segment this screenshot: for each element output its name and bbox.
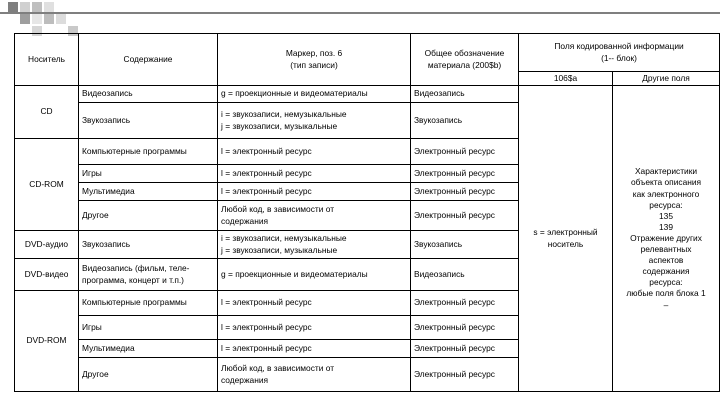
header-row <box>15 34 720 72</box>
marker-cell <box>218 103 411 139</box>
marker-line: Любой код, в зависимости от <box>221 204 335 215</box>
value-line: релевантных <box>640 244 692 255</box>
carrier-cell: CD <box>15 86 79 139</box>
marker-line: l = электронный ресурс <box>221 185 312 196</box>
value-line: как электронного <box>632 188 700 199</box>
marker-cell <box>218 340 411 358</box>
value-line: s = электронный <box>533 227 598 238</box>
content-cell: Компьютерные программы <box>79 291 218 316</box>
deco-square <box>44 14 54 24</box>
marker-line: l = электронный ресурс <box>221 145 312 156</box>
general-cell: Электронный ресурс <box>411 291 519 316</box>
value-line: аспектов <box>648 255 684 266</box>
general-cell: Электронный ресурс <box>411 201 519 231</box>
general-cell: Видеозапись <box>411 259 519 291</box>
general-cell: Звукозапись <box>411 231 519 259</box>
value-line: Характеристики <box>634 166 698 177</box>
value-line: ресурса: <box>649 199 683 210</box>
deco-square <box>32 2 42 12</box>
header-rule <box>0 12 720 14</box>
marker-cell <box>218 165 411 183</box>
header-fields <box>519 34 720 72</box>
value-line: 139 <box>659 221 673 232</box>
content-line: программа, концерт и т.п.) <box>82 274 184 285</box>
general-cell: Электронный ресурс <box>411 316 519 340</box>
general-cell: Электронный ресурс <box>411 358 519 392</box>
header-other-fields: Другие поля <box>613 72 720 86</box>
marker-cell <box>218 316 411 340</box>
carrier-cell: DVD-видео <box>15 259 79 291</box>
table-row <box>15 86 720 103</box>
content-cell <box>79 259 218 291</box>
marker-cell <box>218 259 411 291</box>
value-line: – <box>663 299 669 310</box>
general-cell: Звукозапись <box>411 103 519 139</box>
general-cell: Электронный ресурс <box>411 139 519 165</box>
marker-cell <box>218 291 411 316</box>
deco-square <box>8 2 18 12</box>
marker-cell <box>218 201 411 231</box>
other-fields-value <box>613 86 720 392</box>
value-line: ресурса: <box>649 277 683 288</box>
content-cell: Видеозапись <box>79 86 218 103</box>
header-general-line: Общее обозначение <box>424 48 505 59</box>
value-line: 135 <box>659 210 673 221</box>
header-carrier: Носитель <box>15 34 79 86</box>
content-cell: Звукозапись <box>79 103 218 139</box>
marker-cell <box>218 183 411 201</box>
header-content: Содержание <box>79 34 218 86</box>
marker-cell <box>218 358 411 392</box>
content-cell: Мультимедиа <box>79 340 218 358</box>
marker-line: g = проекционные и видеоматериалы <box>221 268 368 279</box>
carrier-cell: DVD-ROM <box>15 291 79 392</box>
marker-line: g = проекционные и видеоматериалы <box>221 88 368 99</box>
field-106a-value <box>519 86 613 392</box>
marker-line: i = звукозаписи, немузыкальные <box>221 233 347 244</box>
header-general-line: материала (200$b) <box>427 59 502 70</box>
content-cell: Игры <box>79 316 218 340</box>
marker-cell <box>218 139 411 165</box>
marker-line: j = звукозаписи, музыкальные <box>221 244 338 255</box>
carrier-cell: CD-ROM <box>15 139 79 231</box>
general-cell: Электронный ресурс <box>411 340 519 358</box>
marker-line: l = электронный ресурс <box>221 342 312 353</box>
general-cell: Электронный ресурс <box>411 183 519 201</box>
marker-line: i = звукозаписи, немузыкальные <box>221 109 347 120</box>
marker-line: содержания <box>221 215 269 226</box>
value-line: любые поля блока 1 <box>626 288 706 299</box>
content-cell: Игры <box>79 165 218 183</box>
deco-square <box>20 14 30 24</box>
value-line: носитель <box>547 238 584 249</box>
content-cell: Звукозапись <box>79 231 218 259</box>
marker-line: l = электронный ресурс <box>221 297 312 308</box>
value-line: объекта описания <box>630 177 702 188</box>
content-cell: Мультимедиа <box>79 183 218 201</box>
media-types-table <box>14 33 720 392</box>
marker-line: Любой код, в зависимости от <box>221 363 335 374</box>
header-marker-line: Маркер, поз. 6 <box>285 48 343 59</box>
content-line: Видеозапись (фильм, теле- <box>82 263 190 274</box>
marker-line: l = электронный ресурс <box>221 167 312 178</box>
marker-line: l = электронный ресурс <box>221 321 312 332</box>
deco-square <box>56 14 66 24</box>
header-fields-line: Поля кодированной информации <box>554 41 684 52</box>
carrier-cell: DVD-аудио <box>15 231 79 259</box>
header-marker-line: (тип записи) <box>290 59 338 70</box>
header-106a: 106$a <box>519 72 613 86</box>
header-general <box>411 34 519 86</box>
header-marker <box>218 34 411 86</box>
marker-line: j = звукозаписи, музыкальные <box>221 120 338 131</box>
deco-square <box>32 14 42 24</box>
marker-cell <box>218 231 411 259</box>
general-cell: Видеозапись <box>411 86 519 103</box>
content-cell: Компьютерные программы <box>79 139 218 165</box>
value-line: содержания <box>642 266 690 277</box>
value-line: Отражение других <box>630 232 702 243</box>
deco-square <box>44 2 54 12</box>
marker-line: содержания <box>221 374 269 385</box>
content-cell: Другое <box>79 201 218 231</box>
header-fields-line: (1-- блок) <box>601 52 637 63</box>
general-cell: Электронный ресурс <box>411 165 519 183</box>
content-cell: Другое <box>79 358 218 392</box>
deco-square <box>20 2 30 12</box>
marker-cell <box>218 86 411 103</box>
